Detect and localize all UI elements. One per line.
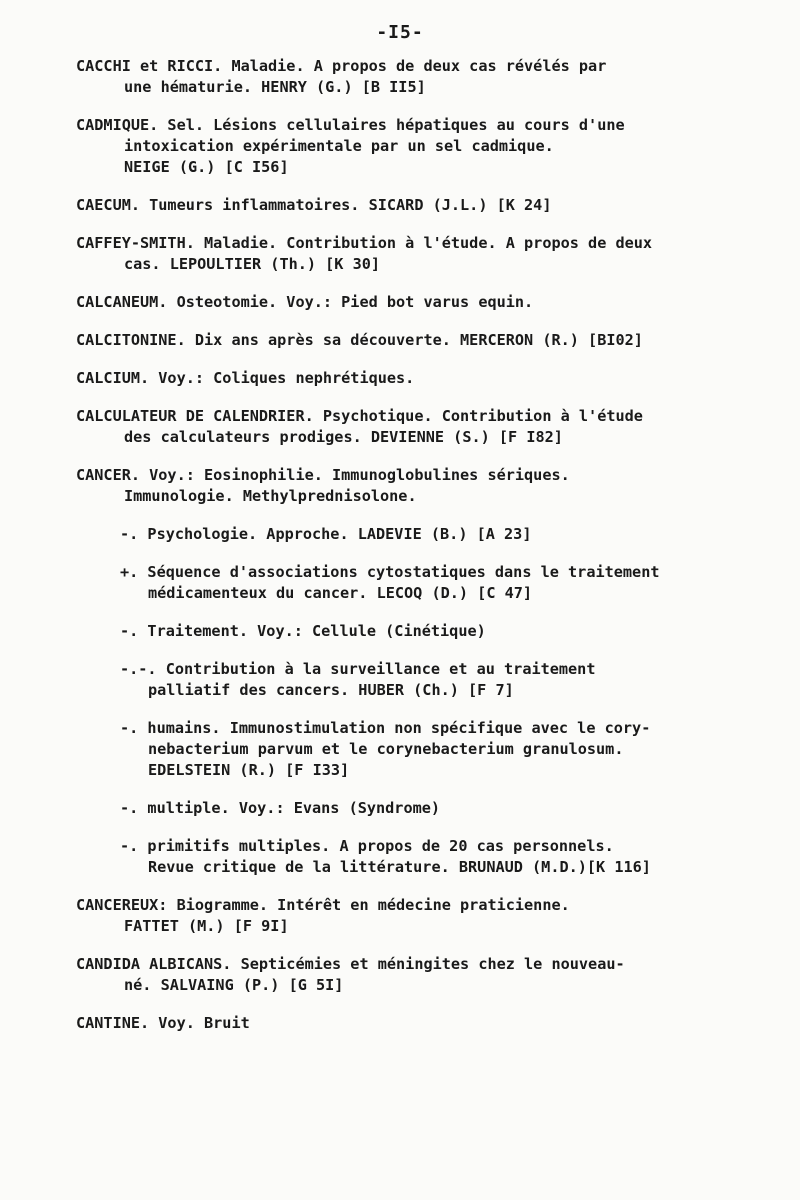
index-entry-line: CAECUM. Tumeurs inflammatoires. SICARD (J.L.) [K 24] — [76, 196, 552, 214]
sub-entry — [120, 798, 736, 819]
index-entry-line: CADMIQUE. Sel. Lésions cellulaires hépatiques au cours d'une — [76, 116, 625, 134]
index-entry-line: CANTINE. Voy. Bruit — [76, 1014, 250, 1032]
main-entry-list — [76, 56, 736, 507]
cancer-sub-entry-list — [76, 524, 736, 878]
sub-entry-line: -. multiple. Voy.: Evans (Syndrome) — [120, 799, 441, 817]
sub-entry-line: +. Séquence d'associations cytostatiques dans le traitement — [120, 563, 660, 581]
sub-entry-line: médicamenteux du cancer. LECOQ (D.) [C 47] — [148, 584, 533, 602]
index-entry — [76, 1013, 736, 1034]
index-entry-line: CACCHI et RICCI. Maladie. A propos de deux cas révélés par — [76, 57, 607, 75]
sub-entry — [120, 659, 736, 701]
index-entry — [76, 406, 736, 448]
sub-entry-line: EDELSTEIN (R.) [F I33] — [148, 761, 350, 779]
sub-entry-line: Revue critique de la littérature. BRUNAUD (M.D.)[K 116] — [148, 858, 651, 876]
index-entry-line: CAFFEY-SMITH. Maladie. Contribution à l'étude. A propos de deux — [76, 234, 653, 252]
index-entry — [76, 195, 736, 216]
index-entry — [76, 233, 736, 275]
index-entry — [76, 292, 736, 313]
index-entry-line: CALCULATEUR DE CALENDRIER. Psychotique. Contribution à l'étude — [76, 407, 643, 425]
index-entries — [76, 56, 736, 1051]
index-entry-line: une hématurie. HENRY (G.) [B II5] — [124, 78, 426, 96]
index-entry — [76, 115, 736, 178]
index-entry — [76, 465, 736, 507]
sub-entry-line: -. Traitement. Voy.: Cellule (Cinétique) — [120, 622, 486, 640]
index-entry-line: intoxication expérimentale par un sel cadmique. — [124, 137, 554, 155]
index-entry-line: CANCER. Voy.: Eosinophilie. Immunoglobulines sériques. — [76, 466, 570, 484]
index-entry-line: CANDIDA ALBICANS. Septicémies et méningites chez le nouveau- — [76, 955, 625, 973]
index-entry-line: CALCIUM. Voy.: Coliques nephrétiques. — [76, 369, 415, 387]
sub-entry-line: -.-. Contribution à la surveillance et au traitement — [120, 660, 596, 678]
sub-entry — [120, 621, 736, 642]
index-entry-line: cas. LEPOULTIER (Th.) [K 30] — [124, 255, 381, 273]
index-entry — [76, 954, 736, 996]
tail-entry-list — [76, 895, 736, 1034]
index-entry-line: NEIGE (G.) [C I56] — [124, 158, 289, 176]
sub-entry — [120, 562, 736, 604]
index-entry-line: CALCITONINE. Dix ans après sa découverte. MERCERON (R.) [BI02] — [76, 331, 643, 349]
sub-entry-line: -. Psychologie. Approche. LADEVIE (B.) [A 23] — [120, 525, 532, 543]
sub-entry-line: -. primitifs multiples. A propos de 20 cas personnels. — [120, 837, 614, 855]
sub-entry-line: -. humains. Immunostimulation non spécifique avec le cory- — [120, 719, 651, 737]
index-entry — [76, 330, 736, 351]
sub-entry — [120, 718, 736, 781]
index-entry-line: FATTET (M.) [F 9I] — [124, 917, 289, 935]
sub-entry — [120, 524, 736, 545]
index-entry-line: Immunologie. Methylprednisolone. — [124, 487, 417, 505]
sub-entry — [120, 836, 736, 878]
index-entry — [76, 895, 736, 937]
index-entry — [76, 56, 736, 98]
sub-entry-line: nebacterium parvum et le corynebacterium granulosum. — [148, 740, 624, 758]
index-entry — [76, 368, 736, 389]
index-entry-line: né. SALVAING (P.) [G 5I] — [124, 976, 344, 994]
index-entry-line: CANCEREUX: Biogramme. Intérêt en médecine praticienne. — [76, 896, 570, 914]
index-entry-line: CALCANEUM. Osteotomie. Voy.: Pied bot varus equin. — [76, 293, 534, 311]
page-number: -I5- — [376, 22, 424, 43]
index-entry-line: des calculateurs prodiges. DEVIENNE (S.) [F I82] — [124, 428, 563, 446]
sub-entry-line: palliatif des cancers. HUBER (Ch.) [F 7] — [148, 681, 514, 699]
